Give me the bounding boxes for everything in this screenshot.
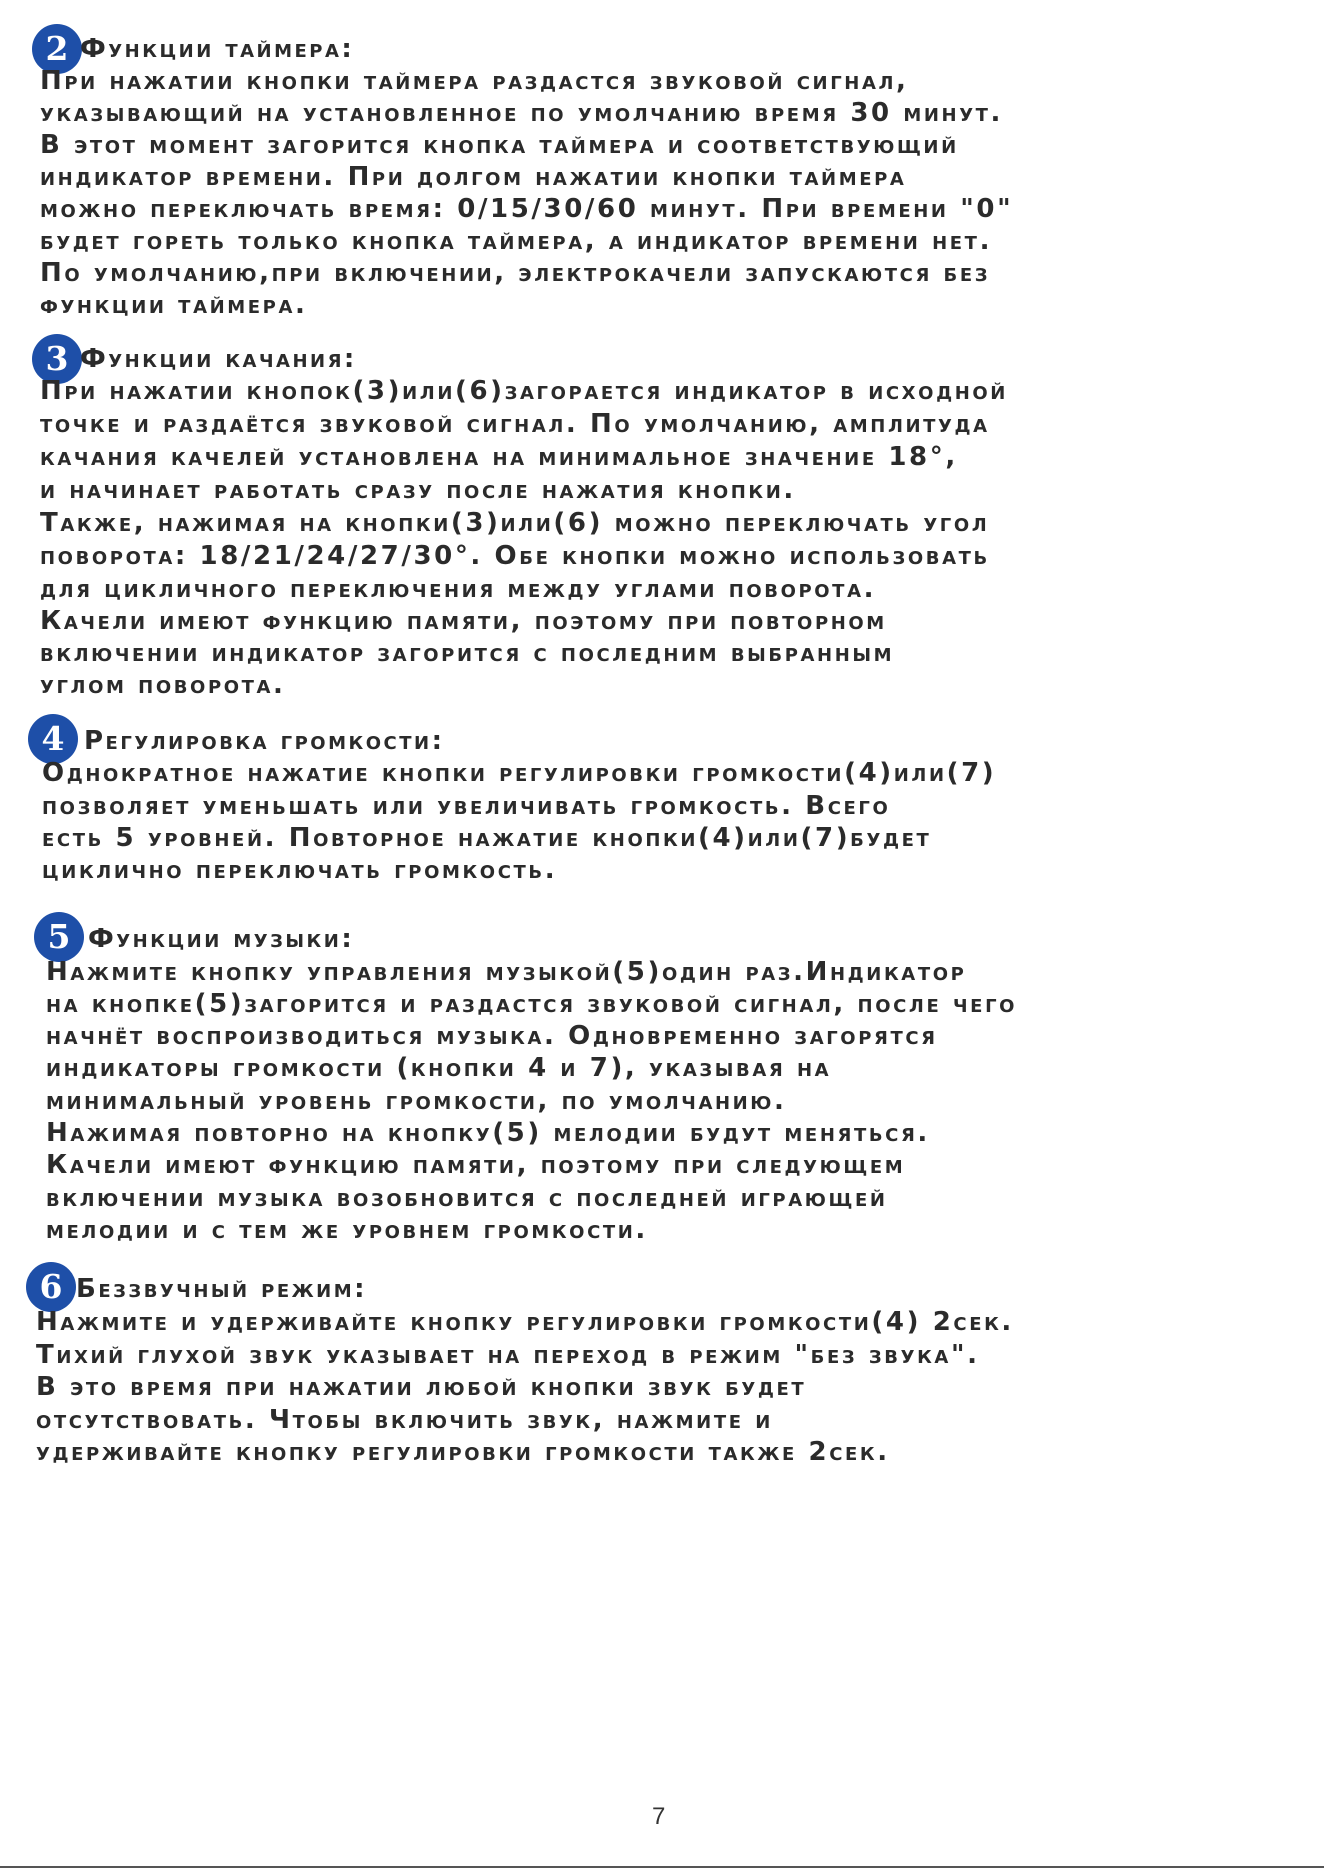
paragraph-line: В этот момент загорится кнопка таймера и соответствующий xyxy=(40,130,959,160)
paragraph-line: можно переключать время: 0/15/30/60 минут. При времени "0" xyxy=(40,194,1014,224)
paragraph-line: Качели имеют функцию памяти, поэтому при следующем xyxy=(46,1150,906,1180)
paragraph-line: При нажатии кнопки таймера раздастся звуковой сигнал, xyxy=(40,66,909,96)
section-number-badge: 2 xyxy=(32,24,82,74)
paragraph-line: циклично переключать громкость. xyxy=(42,855,558,885)
paragraph-line: углом поворота. xyxy=(40,670,286,700)
paragraph-line: минимальный уровень громкости, по умолчанию. xyxy=(46,1086,787,1116)
bottom-rule xyxy=(0,1866,1324,1868)
paragraph-line: Тихий глухой звук указывает на переход в режим "без звука". xyxy=(36,1340,980,1370)
paragraph-line: Нажмите кнопку управления музыкой(5)один раз.Индикатор xyxy=(46,957,967,987)
paragraph-line: включении индикатор загорится с последним выбранным xyxy=(40,638,895,668)
section-heading: Регулировка громкости: xyxy=(84,726,445,756)
paragraph-line: отсутствовать. Чтобы включить звук, нажмите и xyxy=(36,1405,773,1435)
paragraph-line: указывающий на установленное по умолчанию время 30 минут. xyxy=(40,98,1004,128)
paragraph-line: включении музыка возобновится с последней играющей xyxy=(46,1183,888,1213)
section-number-badge: 4 xyxy=(28,714,78,764)
paragraph-line: и начинает работать сразу после нажатия кнопки. xyxy=(40,475,796,505)
paragraph-line: В это время при нажатии любой кнопки звук будет xyxy=(36,1372,807,1402)
paragraph-line: индикатор времени. При долгом нажатии кнопки таймера xyxy=(40,162,907,192)
section-heading: Функции музыки: xyxy=(88,924,355,954)
paragraph-line: для цикличного переключения между углами поворота. xyxy=(40,574,877,604)
paragraph-line: на кнопке(5)загорится и раздастся звуковой сигнал, после чего xyxy=(46,989,1018,1019)
section-heading: Функции таймера: xyxy=(80,34,355,64)
paragraph-line: позволяет уменьшать или увеличивать громкость. Всего xyxy=(42,791,891,821)
paragraph-line: функции таймера. xyxy=(40,290,308,320)
paragraph-line: мелодии и с тем же уровнем громкости. xyxy=(46,1215,648,1245)
section-number-badge: 5 xyxy=(34,912,84,962)
paragraph-line: Нажимая повторно на кнопку(5) мелодии будут меняться. xyxy=(46,1118,930,1148)
paragraph-line: будет гореть только кнопка таймера, а индикатор времени нет. xyxy=(40,226,993,256)
paragraph-line: качания качелей установлена на минимальное значение 18°, xyxy=(40,442,958,472)
section-heading: Беззвучный режим: xyxy=(76,1274,368,1304)
paragraph-line: Нажмите и удерживайте кнопку регулировки громкости(4) 2сек. xyxy=(36,1307,1014,1337)
paragraph-line: Однократное нажатие кнопки регулировки громкости(4)или(7) xyxy=(42,758,997,788)
paragraph-line: По умолчанию,при включении, электрокачели запускаются без xyxy=(40,258,991,288)
paragraph-line: удерживайте кнопку регулировки громкости также 2сек. xyxy=(36,1437,890,1467)
section-number-badge: 6 xyxy=(26,1262,76,1312)
paragraph-line: поворота: 18/21/24/27/30°. Обе кнопки можно использовать xyxy=(40,541,990,571)
paragraph-line: индикаторы громкости (кнопки 4 и 7), указывая на xyxy=(46,1053,832,1083)
paragraph-line: есть 5 уровней. Повторное нажатие кнопки(4)или(7)будет xyxy=(42,823,932,853)
page-number: 7 xyxy=(652,1803,666,1830)
paragraph-line: точке и раздаётся звуковой сигнал. По умолчанию, амплитуда xyxy=(40,409,990,439)
section-heading: Функции качания: xyxy=(80,344,357,374)
paragraph-line: При нажатии кнопок(3)или(6)загорается индикатор в исходной xyxy=(40,376,1008,406)
paragraph-line: Качели имеют функцию памяти, поэтому при повторном xyxy=(40,606,887,636)
section-number-badge: 3 xyxy=(32,334,82,384)
paragraph-line: начнёт воспроизводиться музыка. Одновременно загорятся xyxy=(46,1021,938,1051)
paragraph-line: Также, нажимая на кнопки(3)или(6) можно переключать угол xyxy=(40,508,990,538)
